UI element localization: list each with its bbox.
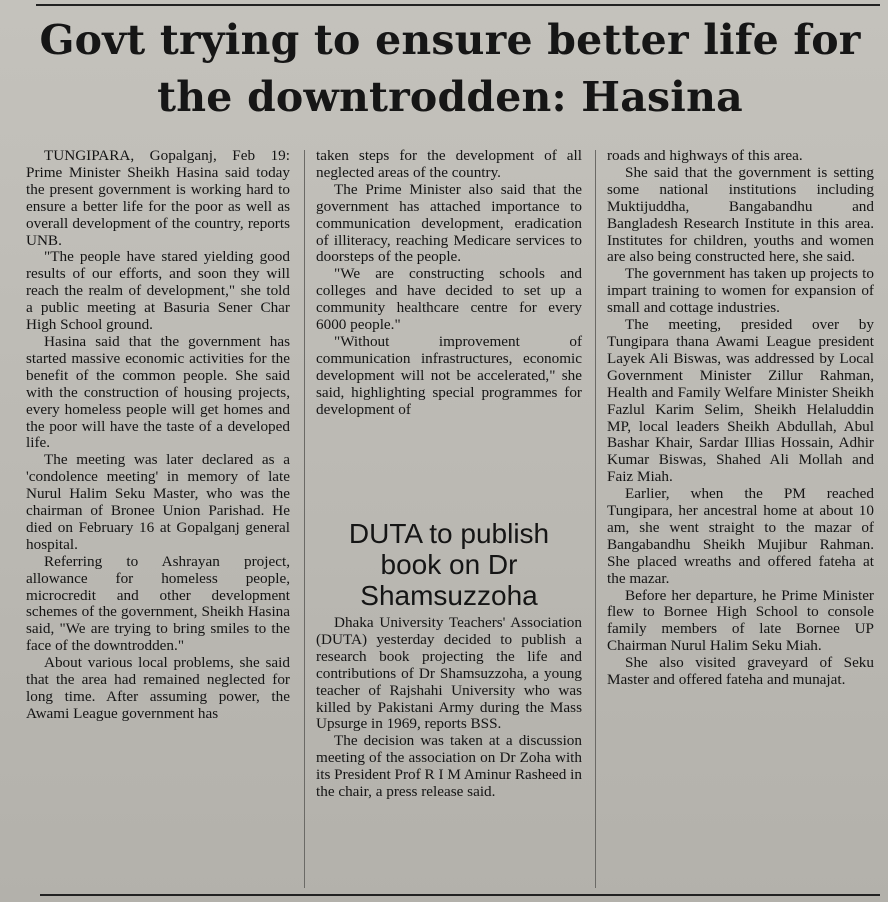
article-headline: Govt trying to ensure better life for the downtrodden: Hasina bbox=[39, 16, 861, 121]
duta-story-headline: DUTA to publish book on Dr Shamsuzzoha bbox=[348, 518, 550, 611]
article-paragraph: Earlier, when the PM reached Tungipara, her ancestral home at about 10 am, she went straight to the mazar of Bangabandhu Sheikh Mujibur Rahman. She placed wreaths and offered fateha at the mazar. bbox=[607, 485, 874, 587]
duta-story bbox=[316, 518, 582, 801]
article-paragraph: "The people have stared yielding good results of our efforts, and soon they will reach the realm of development," she told a public meeting at Basuria Sener Char High School ground. bbox=[26, 248, 290, 334]
article-paragraph: Before her departure, he Prime Minister flew to Bornee High School to console family members of late Bornee UP Chairman Nurul Halim Seku Miah. bbox=[607, 586, 874, 655]
column-divider bbox=[595, 150, 596, 888]
duta-story-paragraph: Dhaka University Teachers' Association (DUTA) yesterday decided to publish a research book projecting the life and contributions of Dr Shamsuzzoha, a young teacher of Rajshahi University who was killed by Pakistani Army during the Mass Upsurge in 1969, reports BSS. bbox=[316, 614, 582, 733]
article-paragraph: "Without improvement of communication infrastructures, economic development will not be accelerated," she said, highlighting special programmes for development of bbox=[316, 332, 582, 418]
article-column-3 bbox=[607, 148, 874, 689]
article-paragraph: "We are constructing schools and colleges and have decided to set up a community healthcare centre for every 6000 people." bbox=[316, 265, 582, 334]
top-rule bbox=[36, 4, 880, 6]
article-column-1 bbox=[26, 148, 290, 723]
article-paragraph: The meeting, presided over by Tungipara thana Awami League president Layek Ali Biswas, was addressed by Local Government Minister Zillur Rahman, Health and Family Welfare Minister Sheikh Fazlul Karim Selim, Sheikh Helaluddin MP, local leaders Sheikh Abdullah, Abul Bashar Khair, Sardar Illias Hossain, Adhir Kumar Biswas, Shahed Ali Mollah and Faiz Miah. bbox=[607, 316, 874, 486]
article-paragraph: Hasina said that the government has started massive economic activities for the benefit of the common people. She said with the construction of housing projects, every homeless people will get homes and the poor will have the taste of a developed life. bbox=[26, 332, 290, 452]
article-paragraph: The meeting was later declared as a 'condolence meeting' in memory of late Nurul Halim Seku Master, who was the chairman of Bronee Union Parishad. He died on February 16 at Gopalganj general hospital. bbox=[26, 451, 290, 553]
article-paragraph: roads and highways of this area. bbox=[607, 147, 803, 164]
article-paragraph: She said that the government is setting some national institutions including Muktijuddha, Bangabandhu and Bangladesh Research Institute in this area. Institutes for children, youths and women are also being constructed here, she said. bbox=[607, 163, 874, 266]
duta-story-paragraph: The decision was taken at a discussion meeting of the association on Dr Zoha with its President Prof R I M Aminur Rasheed in the chair, a press release said. bbox=[316, 732, 582, 801]
article-paragraph: About various local problems, she said that the area had remained neglected for long time. After assuming power, the Awami League government has bbox=[26, 654, 290, 722]
column-divider bbox=[304, 150, 305, 888]
article-paragraph: taken steps for the development of all neglected areas of the country. bbox=[316, 147, 582, 181]
article-paragraph: TUNGIPARA, Gopalganj, Feb 19: Prime Minister Sheikh Hasina said today the present government is working hard to ensure a better life for the poor as well as overall development of the country, reports UNB. bbox=[26, 147, 290, 249]
article-paragraph: The Prime Minister also said that the government has attached importance to communication development, eradication of illiteracy, reaching Medicare services to doorsteps of the people. bbox=[316, 180, 582, 266]
article-continuation bbox=[316, 148, 582, 419]
article-paragraph: Referring to Ashrayan project, allowance for homeless people, microcredit and other development schemes of the government, Sheikh Hasina said, "We are trying to bring smiles to the face of the downtrodden." bbox=[26, 552, 290, 655]
article-paragraph: She also visited graveyard of Seku Master and offered fateha and munajat. bbox=[607, 654, 874, 689]
article-paragraph: The government has taken up projects to impart training to women for expansion of small and cottage industries. bbox=[607, 265, 874, 317]
bottom-rule bbox=[40, 894, 880, 896]
